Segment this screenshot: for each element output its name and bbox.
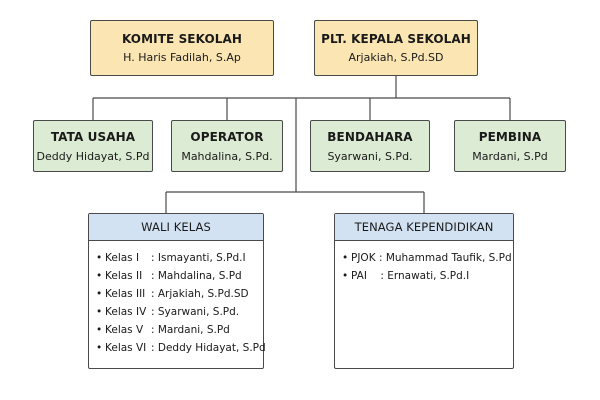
komite-sekolah-title: KOMITE SEKOLAH	[121, 32, 243, 46]
tenaga-kependidikan-panel	[334, 213, 514, 369]
wali-kelas-list	[89, 249, 266, 357]
bullet-icon: •	[96, 288, 103, 300]
list-item	[335, 249, 513, 267]
wali-kelas-teacher: : Mardani, S.Pd	[151, 324, 230, 336]
wali-kelas-class: Kelas II	[105, 270, 143, 282]
wali-kelas-teacher: : Ismayanti, S.Pd.I	[151, 252, 246, 264]
komite-sekolah-name: H. Haris Fadilah, S.Ap	[123, 51, 241, 64]
wali-kelas-panel	[88, 213, 264, 369]
tenaga-role: PJOK	[351, 252, 376, 264]
list-item	[89, 249, 263, 267]
bullet-icon: •	[96, 342, 103, 354]
wali-kelas-teacher: : Deddy Hidayat, S.Pd	[151, 342, 266, 354]
bendahara-box	[310, 120, 430, 172]
list-item	[89, 321, 263, 339]
list-item	[335, 267, 513, 285]
tata-usaha-title: TATA USAHA	[50, 130, 136, 144]
operator-name: Mahdalina, S.Pd.	[181, 150, 273, 163]
tenaga-role: PAI	[351, 270, 367, 282]
operator-box	[171, 120, 283, 172]
tata-usaha-name: Deddy Hidayat, S.Pd	[36, 150, 150, 163]
wali-kelas-class: Kelas III	[105, 288, 146, 300]
bullet-icon: •	[96, 252, 103, 264]
wali-kelas-header: WALI KELAS	[89, 214, 263, 241]
list-item	[89, 303, 263, 321]
tenaga-kependidikan-header: TENAGA KEPENDIDIKAN	[335, 214, 513, 241]
bullet-icon: •	[96, 306, 103, 318]
wali-kelas-teacher: : Syarwani, S.Pd.	[151, 306, 240, 318]
bendahara-name: Syarwani, S.Pd.	[327, 150, 413, 163]
bullet-icon: •	[96, 270, 103, 282]
pembina-title: PEMBINA	[478, 130, 542, 144]
bullet-icon: •	[96, 324, 103, 336]
tenaga-name: : Muhammad Taufik, S.Pd	[378, 252, 512, 264]
list-item	[89, 285, 263, 303]
wali-kelas-class: Kelas IV	[105, 306, 147, 318]
tata-usaha-box	[33, 120, 153, 172]
wali-kelas-class: Kelas I	[105, 252, 140, 264]
tenaga-name: : Ernawati, S.Pd.I	[380, 270, 470, 282]
komite-sekolah-box	[90, 20, 274, 76]
bullet-icon: •	[342, 270, 349, 282]
tenaga-kependidikan-list	[335, 249, 513, 285]
bullet-icon: •	[342, 252, 349, 264]
wali-kelas-teacher: : Mahdalina, S.Pd	[151, 270, 242, 282]
wali-kelas-class: Kelas VI	[105, 342, 147, 354]
list-item	[89, 339, 266, 357]
operator-title: OPERATOR	[190, 130, 264, 144]
pembina-name: Mardani, S.Pd	[472, 150, 548, 163]
wali-kelas-class: Kelas V	[105, 324, 144, 336]
kepala-sekolah-title: PLT. KEPALA SEKOLAH	[321, 32, 471, 46]
pembina-box	[454, 120, 566, 172]
list-item	[89, 267, 263, 285]
bendahara-title: BENDAHARA	[327, 130, 413, 144]
wali-kelas-teacher: : Arjakiah, S.Pd.SD	[151, 288, 249, 300]
kepala-sekolah-name: Arjakiah, S.Pd.SD	[348, 51, 444, 64]
kepala-sekolah-box	[314, 20, 478, 76]
